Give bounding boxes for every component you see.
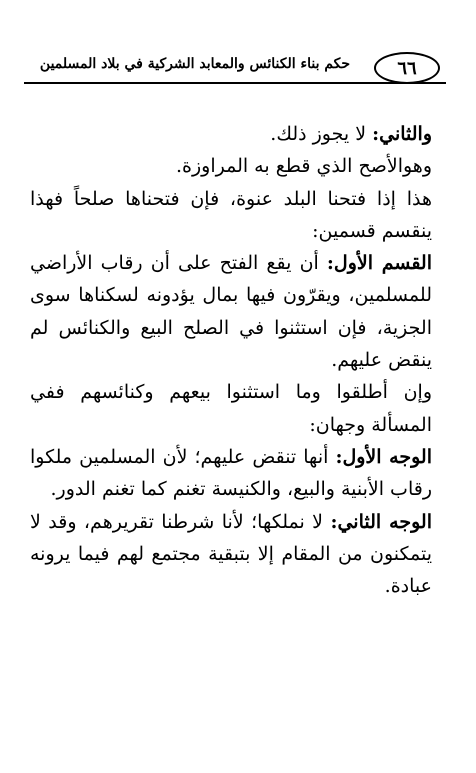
paragraph-2 <box>30 150 432 182</box>
paragraph-6 <box>30 441 432 506</box>
paragraph-1 <box>30 118 432 150</box>
body-text <box>30 118 432 602</box>
paragraph-3 <box>30 183 432 248</box>
paragraph-7 <box>30 506 432 603</box>
paragraph-5-text: وإن أطلقوا وما استثنوا بيعهم وكنائسهم ففي المسألة وجهان: <box>30 381 432 436</box>
paragraph-5 <box>30 376 432 441</box>
header-rule <box>24 82 446 84</box>
paragraph-4-text: أن يقع الفتح على أن رقاب الأراضي للمسلمين، ويقرّون فيها بمال يؤدونه لسكناها سوى الجزية، فإن استثنوا في الصلح البيع والكنائس لم ينقض عليهم. <box>30 252 432 372</box>
paragraph-3-text: هذا إذا فتحنا البلد عنوة، فإن فتحناها صلحاً فهذا ينقسم قسمين: <box>30 187 432 242</box>
running-title: حكم بناء الكنائس والمعابد الشركية في بلاد المسلمين <box>39 56 351 72</box>
paragraph-7-lead: الوجه الثاني: <box>330 510 432 533</box>
paragraph-1-lead: والثاني: <box>372 123 432 145</box>
page-header <box>24 52 446 86</box>
paragraph-6-lead: الوجه الأول: <box>335 445 432 468</box>
paragraph-2-text: وهوالأصح الذي قطع به المراوزة. <box>175 155 432 178</box>
paragraph-1-text: لا يجوز ذلك. <box>270 123 373 145</box>
paragraph-7-text: لا نملكها؛ لأنا شرطنا تقريرهم، وقد لا يتمكنون من المقام إلا بتبقية مجتمع لهم فيما يرونه عبادة. <box>30 510 432 598</box>
paragraph-6-text: أنها تنقض عليهم؛ لأن المسلمين ملكوا رقاب الأبنية والبيع، والكنيسة تغنم كما تغنم الدور. <box>30 445 432 501</box>
page-number: ٦٦ <box>374 52 440 84</box>
paragraph-4-lead: القسم الأول: <box>326 252 432 275</box>
paragraph-4 <box>30 247 432 376</box>
